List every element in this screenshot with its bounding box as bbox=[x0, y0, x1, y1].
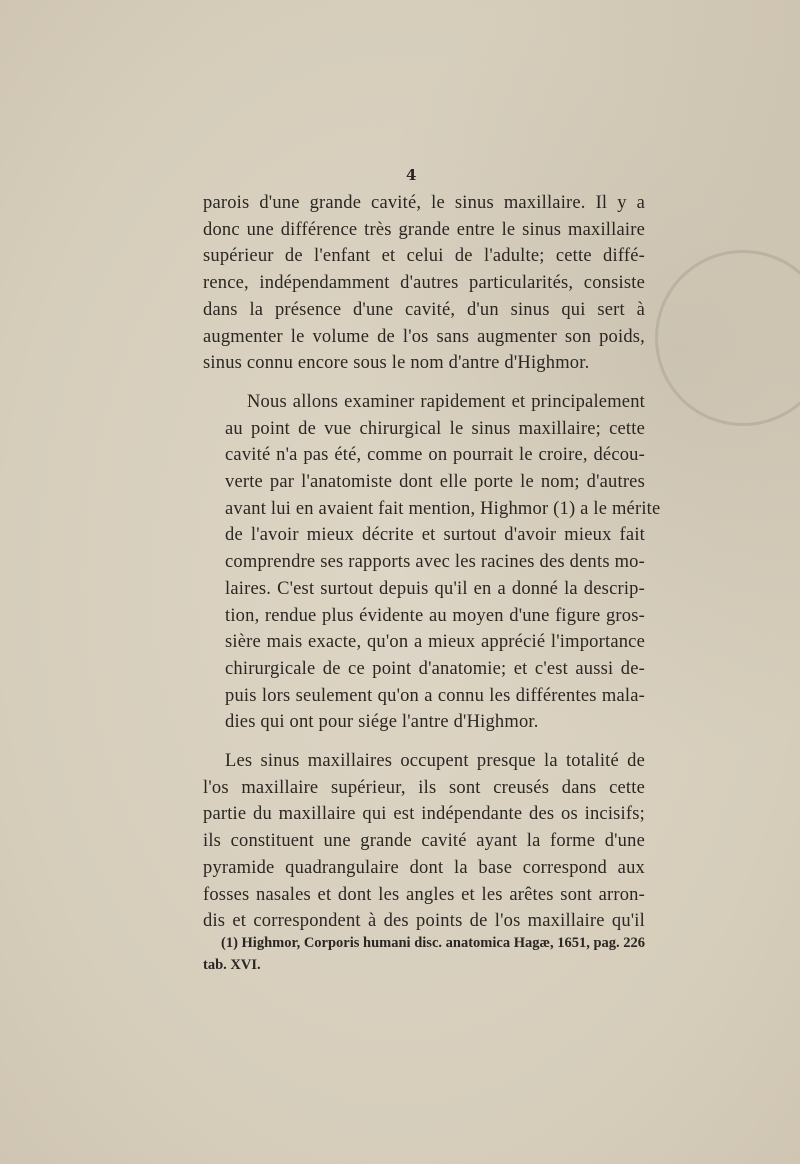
text-line: chirurgicale de ce point d'anatomie; et c'est aussi de- bbox=[225, 658, 645, 679]
body-text bbox=[203, 190, 661, 935]
text-line: sière mais exacte, qu'on a mieux apprécié l'importance bbox=[225, 632, 645, 653]
text-line: puis lors seulement qu'on a connu les différentes mala- bbox=[225, 685, 645, 706]
text-line: sinus connu encore sous le nom d'antre d'Highmor. bbox=[203, 353, 590, 374]
text-line: laires. C'est surtout depuis qu'il en a donné la descrip- bbox=[225, 578, 645, 599]
page-number: 4 bbox=[406, 166, 417, 184]
text-line: dies qui ont pour siége l'antre d'Highmor. bbox=[225, 712, 539, 733]
text-line: de l'avoir mieux décrite et surtout d'avoir mieux fait bbox=[225, 525, 645, 546]
footnote-line: (1) Highmor, Corporis humani disc. anatomica Hagæ, 1651, pag. 226 bbox=[221, 935, 646, 951]
text-line: verte par l'anatomiste dont elle porte le nom; d'autres bbox=[225, 472, 645, 493]
paragraph-1 bbox=[203, 190, 645, 377]
text-line: cavité n'a pas été, comme on pourrait le croire, décou- bbox=[225, 445, 645, 466]
text-line: augmenter le volume de l'os sans augmenter son poids, bbox=[203, 326, 645, 347]
text-line: donc une différence très grande entre le sinus maxillaire bbox=[203, 219, 645, 240]
footnote-line: tab. XVI. bbox=[203, 957, 261, 973]
text-line: l'os maxillaire supérieur, ils sont creusés dans cette bbox=[203, 777, 645, 798]
text-line: comprendre ses rapports avec les racines des dents mo- bbox=[225, 552, 645, 573]
text-line: partie du maxillaire qui est indépendante des os incisifs; bbox=[203, 804, 645, 825]
text-line: pyramide quadrangulaire dont la base correspond aux bbox=[203, 857, 645, 878]
text-line: supérieur de l'enfant et celui de l'adulte; cette diffé- bbox=[203, 246, 645, 267]
footnote bbox=[203, 932, 653, 976]
text-line: parois d'une grande cavité, le sinus maxillaire. Il y a bbox=[203, 193, 645, 213]
text-line: ils constituent une grande cavité ayant la forme d'une bbox=[203, 831, 645, 852]
text-line: tion, rendue plus évidente au moyen d'une figure gros- bbox=[225, 605, 645, 626]
text-line: fosses nasales et dont les angles et les arêtes sont arron- bbox=[203, 884, 645, 905]
text-line: Nous allons examiner rapidement et principalement bbox=[247, 391, 645, 412]
library-stamp bbox=[655, 250, 800, 426]
text-line: rence, indépendamment d'autres particularités, consiste bbox=[203, 273, 645, 294]
text-line: au point de vue chirurgical le sinus maxillaire; cette bbox=[225, 418, 645, 439]
text-line: avant lui en avaient fait mention, Highmor (1) a le mérite bbox=[225, 498, 661, 519]
text-line: dans la présence d'une cavité, d'un sinus qui sert à bbox=[203, 299, 645, 320]
text-line: dis et correspondent à des points de l'os maxillaire qu'il bbox=[203, 911, 645, 932]
paragraph-3 bbox=[203, 748, 645, 935]
paragraph-2 bbox=[203, 389, 661, 736]
text-line: Les sinus maxillaires occupent presque la totalité de bbox=[225, 751, 645, 772]
